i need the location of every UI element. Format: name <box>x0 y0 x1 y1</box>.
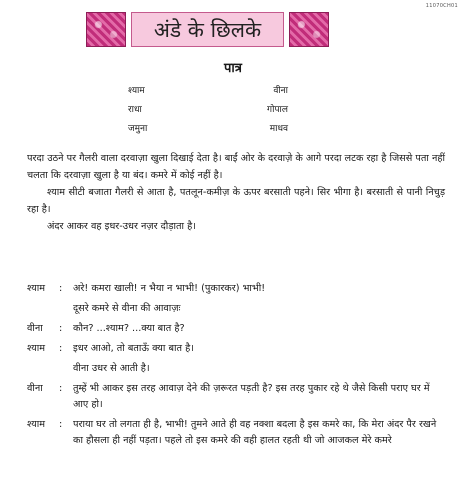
chapter-title: अंडे के छिलके <box>153 17 262 42</box>
speech-text: तुम्हें भी आकर इस तरह आवाज़ देने की ज़रूरत पड़ती है? इस तरह पुकार रहे थे जैसे किसी पराए घर में आए हो। <box>73 383 430 410</box>
speaker-colon: : <box>59 383 63 394</box>
speech-text: कौन? ...श्याम? ...क्या बात है? <box>73 323 185 334</box>
cast-name: वीना <box>273 86 288 96</box>
cast-row <box>128 102 288 121</box>
cast-list <box>128 83 288 140</box>
dialogue-line <box>27 381 447 413</box>
paragraph: श्याम सीटी बजाता गैलरी से आता है, पतलून-कमीज़ के ऊपर बरसाती पहने। सिर भीगा है। बरसाती से पानी निचुड़ रहा है। <box>27 187 445 215</box>
dialogue <box>27 281 447 453</box>
cast-name: राधा <box>128 105 142 115</box>
cast-name: गोपाल <box>267 105 288 115</box>
speaker-colon: : <box>59 323 63 334</box>
stage-direction-prose <box>27 150 445 235</box>
chapter-header <box>86 12 329 47</box>
paragraph: परदा उठने पर गैलरी वाला दरवाज़ा खुला दिखाई देता है। बाईं ओर के दरवाज़े के आगे परदा लटक रहा है जिससे पता नहीं चलता कि दरवाज़ा खुला है या बंद। कमरे में कोई नहीं है। <box>27 153 445 181</box>
cast-name: माधव <box>269 124 288 134</box>
cast-name: जमुना <box>128 124 148 134</box>
dialogue-line <box>27 341 447 357</box>
cast-name: श्याम <box>128 86 145 96</box>
stage-direction: वीना उधर से आती है। <box>73 363 150 374</box>
paragraph: अंदर आकर वह इधर-उधर नज़र दौड़ाता है। <box>47 221 196 232</box>
speaker-name: श्याम <box>27 283 46 294</box>
speaker-colon: : <box>59 343 63 354</box>
speaker-name: श्याम <box>27 343 46 354</box>
decorative-pattern-right <box>289 12 329 47</box>
dialogue-line <box>27 281 447 297</box>
speaker-colon: : <box>59 419 63 430</box>
speaker-name: वीना <box>27 323 43 334</box>
cast-row <box>128 121 288 140</box>
speech-text: अरे! कमरा खाली! न भैया न भाभी! (पुकारकर) भाभी! <box>73 283 266 294</box>
page-code: 11070CH01 <box>425 3 458 9</box>
title-banner <box>131 12 284 47</box>
dialogue-line <box>27 417 447 449</box>
dialogue-line <box>27 321 447 337</box>
decorative-pattern-left <box>86 12 126 47</box>
speaker-colon: : <box>59 283 63 294</box>
speaker-name: वीना <box>27 383 43 394</box>
speaker-name: श्याम <box>27 419 46 430</box>
stage-direction: दूसरे कमरे से वीना की आवाज़ः <box>73 303 181 314</box>
cast-row <box>128 83 288 102</box>
speech-text: पराया घर तो लगता ही है, भाभी! तुमने आते ही वह नक्शा बदला है इस कमरे का, कि मेरा अंदर पैर रखने का हौसला ही नहीं पड़ता। पहले तो इस कमरे की वही हालत रहती थी जो आजकल मेरे कमरे <box>73 419 437 446</box>
cast-heading: पात्र <box>224 61 242 76</box>
speech-text: इधर आओ, तो बताऊँ क्या बात है। <box>73 343 194 354</box>
